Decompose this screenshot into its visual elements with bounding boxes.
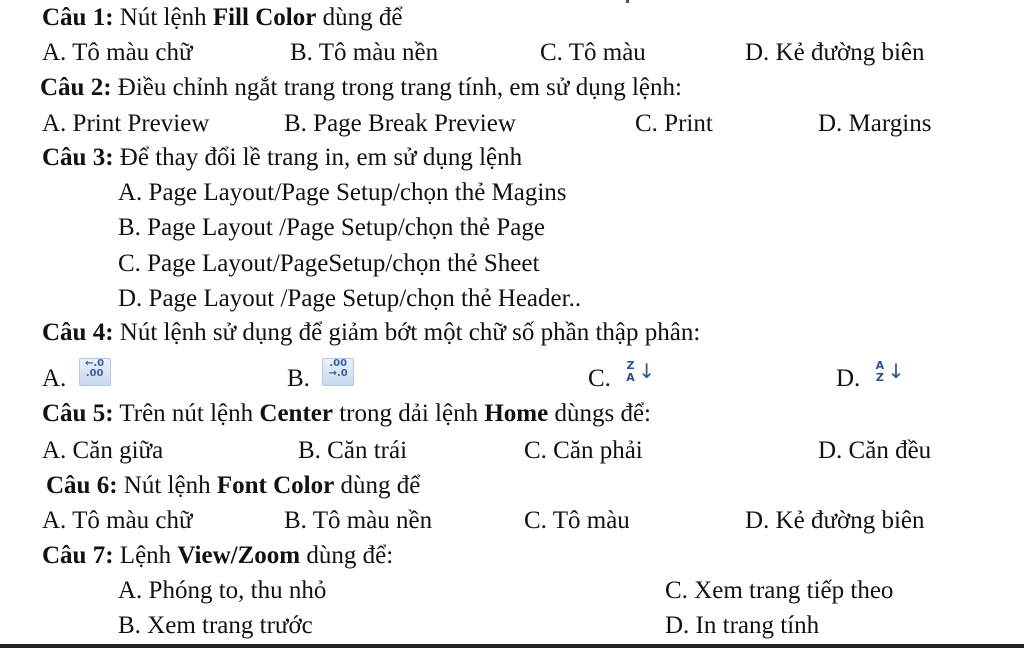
answer-option[interactable]: B. Page Break Preview xyxy=(284,110,516,137)
question-keyword: Home xyxy=(484,400,549,427)
arrow-down-icon: ↓ xyxy=(887,359,905,384)
sort-a-to-z-icon xyxy=(873,358,903,386)
question-text: trong dải lệnh xyxy=(332,400,485,427)
icon-text: A Z xyxy=(875,359,885,385)
answer-option-c[interactable] xyxy=(588,359,655,394)
answer-option[interactable]: C. Tô màu xyxy=(524,507,630,534)
question-2 xyxy=(40,73,682,103)
answer-option[interactable]: D. Căn đều xyxy=(818,437,932,464)
increase-decimal-icon xyxy=(322,358,354,386)
answer-option[interactable]: A. Tô màu chữ xyxy=(42,39,193,66)
answer-option[interactable]: B. Page Layout /Page Setup/chọn thẻ Page xyxy=(118,214,546,241)
question-number: Câu 7: xyxy=(42,542,114,569)
question-5 xyxy=(42,399,651,429)
icon-text: ←.0 xyxy=(84,358,105,370)
question-text: dùng để xyxy=(334,472,421,499)
answer-option[interactable]: A. Phóng to, thu nhỏ xyxy=(118,577,327,604)
question-7 xyxy=(42,541,393,571)
icon-text: .00 xyxy=(85,368,104,380)
answer-option[interactable]: B. Xem trang trước xyxy=(118,612,313,639)
option-label: B. xyxy=(287,365,310,392)
question-number: Câu 6: xyxy=(46,472,118,499)
answer-option[interactable]: A. Tô màu chữ xyxy=(42,507,193,534)
question-1 xyxy=(42,3,402,33)
answer-option[interactable]: C. Print xyxy=(635,110,713,137)
answer-option[interactable]: C. Page Layout/PageSetup/chọn thẻ Sheet xyxy=(118,250,540,277)
question-3 xyxy=(42,143,522,173)
arrow-down-icon: ↓ xyxy=(638,359,655,384)
answer-option[interactable]: D. Kẻ đường biên xyxy=(745,39,925,66)
decrease-decimal-icon xyxy=(79,358,111,386)
answer-option[interactable]: C. Căn phải xyxy=(524,437,643,464)
scan-mark xyxy=(626,0,629,3)
option-label: C. xyxy=(588,365,611,392)
answer-option[interactable]: A. Căn giữa xyxy=(42,437,164,464)
answer-option[interactable]: C. Tô màu xyxy=(540,39,646,66)
question-number: Câu 4: xyxy=(42,319,114,346)
sort-z-to-a-icon xyxy=(623,358,653,386)
question-text: Lệnh xyxy=(113,542,178,569)
question-number: Câu 5: xyxy=(42,400,114,427)
icon-text: Z A xyxy=(626,359,635,385)
question-6 xyxy=(46,471,420,501)
question-keyword: Center xyxy=(259,400,333,427)
question-keyword: Fill Color xyxy=(212,4,317,31)
answer-option[interactable]: D. Kẻ đường biên xyxy=(745,507,925,534)
answer-option-b[interactable] xyxy=(287,358,354,394)
answer-option[interactable]: D. Page Layout /Page Setup/chọn thẻ Header.. xyxy=(118,285,582,312)
question-text: Nút lệnh xyxy=(117,472,217,499)
question-text: Để thay đổi lề trang in, em sử dụng lệnh xyxy=(113,144,523,171)
question-number: Câu 3: xyxy=(42,144,114,171)
page-bottom-edge xyxy=(0,644,1024,648)
answer-option-d[interactable] xyxy=(836,359,905,394)
answer-option[interactable]: A. Print Preview xyxy=(42,110,210,137)
answer-option[interactable]: B. Tô màu nền xyxy=(284,507,433,534)
question-number: Câu 2: xyxy=(40,74,112,101)
answer-option[interactable]: B. Căn trái xyxy=(298,437,408,464)
option-label: D. xyxy=(836,365,861,392)
option-label: A. xyxy=(42,365,67,392)
answer-option[interactable]: D. Margins xyxy=(818,110,932,137)
answer-option[interactable]: C. Xem trang tiếp theo xyxy=(665,577,894,604)
icon-text: →.0 xyxy=(328,368,348,380)
question-keyword: View/Zoom xyxy=(177,542,301,569)
question-number: Câu 1: xyxy=(42,4,114,31)
answer-option[interactable]: D. In trang tính xyxy=(665,612,820,639)
question-4 xyxy=(42,318,700,348)
question-text: Trên nút lệnh xyxy=(113,400,260,427)
question-text: dùng để xyxy=(316,4,403,31)
question-keyword: Font Color xyxy=(216,472,335,499)
answer-option[interactable]: B. Tô màu nền xyxy=(290,39,439,66)
question-text: Điều chỉnh ngắt trang trong trang tính, em sử dụng lệnh: xyxy=(111,74,682,101)
question-text: Nút lệnh xyxy=(113,4,213,31)
answer-option-a[interactable] xyxy=(42,358,111,394)
answer-option[interactable]: A. Page Layout/Page Setup/chọn thẻ Magins xyxy=(118,179,567,206)
question-text: dùng để: xyxy=(300,542,394,569)
icon-text: .00 xyxy=(329,358,348,370)
question-text: dùngs để: xyxy=(548,400,651,427)
question-text: Nút lệnh sử dụng để giảm bớt một chữ số phần thập phân: xyxy=(113,319,701,346)
